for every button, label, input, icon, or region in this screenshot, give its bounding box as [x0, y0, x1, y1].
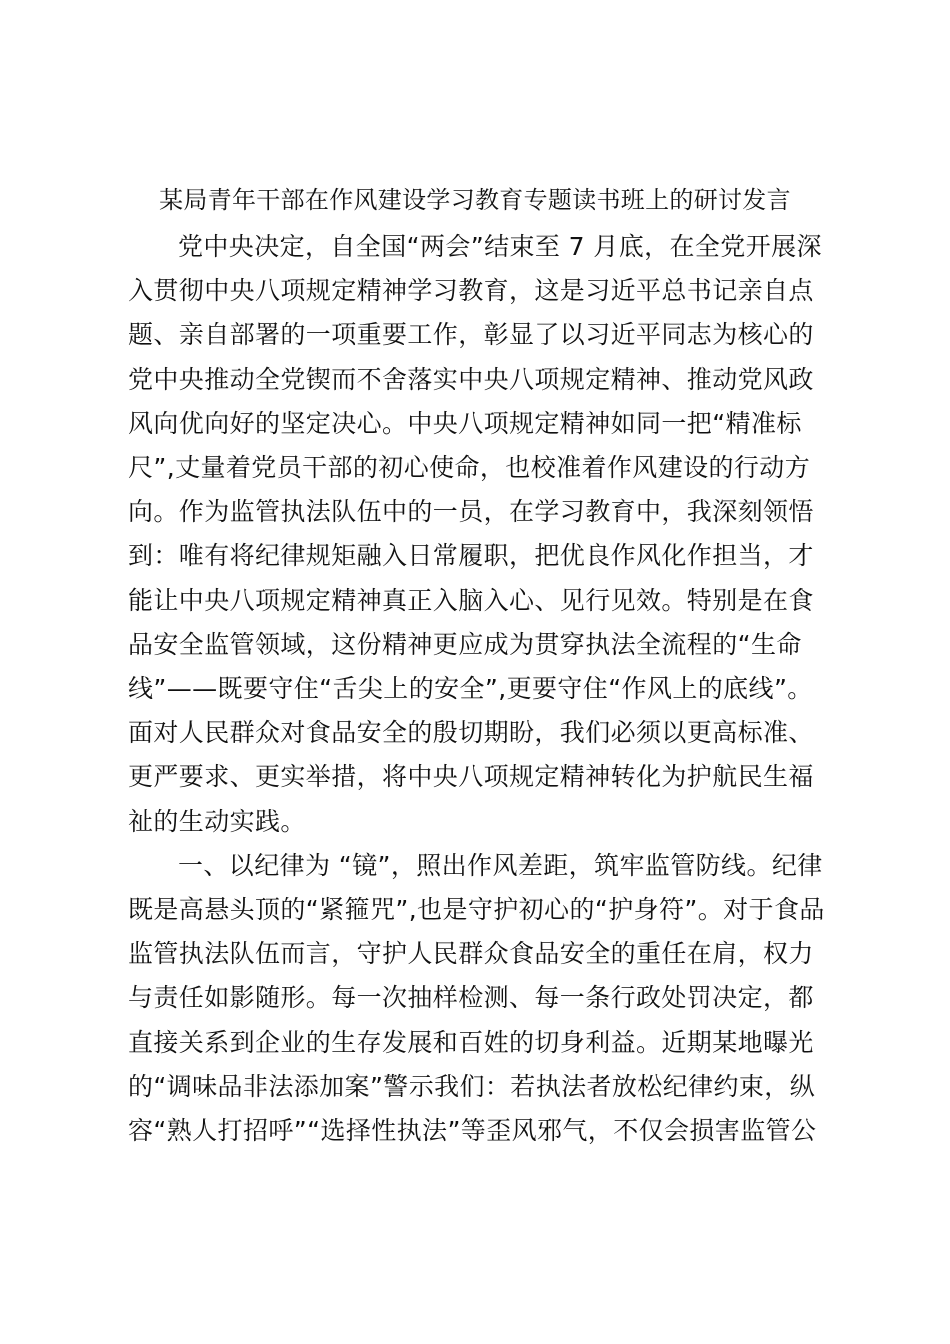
document-body: [128, 225, 828, 1153]
paragraph-line: 祉的生动实践。: [128, 806, 306, 836]
paragraph-line: 品安全监管领域，这份精神更应成为贯穿执法全流程的“生命: [128, 629, 802, 659]
paragraph-line: 党中央推动全党锲而不舍落实中央八项规定精神、推动党风政: [128, 364, 814, 394]
paragraph-line: 党中央决定，自全国“两会”结束至 7 月底，在全党开展深: [178, 232, 822, 261]
paragraph-line: 的“调味品非法添加案”警示我们：若执法者放松纪律约束，纵: [128, 1071, 816, 1101]
paragraph-line: 尺”,丈量着党员干部的初心使命，也校准着作风建设的行动方: [128, 453, 811, 483]
paragraph-line: 直接关系到企业的生存发展和百姓的切身利益。近期某地曝光: [128, 1027, 814, 1057]
paragraph-section-one: [128, 844, 828, 1153]
paragraph-line: 面对人民群众对食品安全的殷切期盼，我们必须以更高标准、: [128, 718, 814, 748]
paragraph-line: 入贯彻中央八项规定精神学习教育，这是习近平总书记亲自点: [128, 276, 814, 306]
paragraph-line: 向。作为监管执法队伍中的一员，在学习教育中，我深刻领悟: [128, 497, 814, 527]
paragraph-line: 与责任如影随形。每一次抽样检测、每一条行政处罚决定，都: [128, 983, 814, 1013]
document-title: 某局青年干部在作风建设学习教育专题读书班上的研讨发言: [159, 186, 791, 214]
paragraph-line: 监管执法队伍而言，守护人民群众食品安全的重任在肩，权力: [128, 939, 814, 969]
paragraph-line: 线”——既要守住“舌尖上的安全”,更要守住“作风上的底线”。: [128, 674, 813, 704]
paragraph-line: 风向优向好的坚定决心。中央八项规定精神如同一把“精准标: [128, 408, 802, 438]
paragraph-line: 题、亲自部署的一项重要工作，彰显了以习近平同志为核心的: [128, 320, 814, 350]
paragraph-line: 既是高悬头顶的“紧箍咒”,也是守护初心的“护身符”。对于食品: [128, 895, 825, 925]
paragraph-intro: [128, 225, 828, 844]
paragraph-line: 能让中央八项规定精神真正入脑入心、见行见效。特别是在食: [128, 585, 814, 615]
paragraph-line: 更严要求、更实举措，将中央八项规定精神转化为护航民生福: [128, 762, 814, 792]
paragraph-line: 容“熟人打招呼”“选择性执法”等歪风邪气，不仅会损害监管公: [128, 1116, 817, 1146]
paragraph-line: 到：唯有将纪律规矩融入日常履职，把优良作风化作担当，才: [128, 541, 814, 571]
paragraph-line: 一、以纪律为 “镜”，照出作风差距，筑牢监管防线。纪律: [178, 850, 823, 880]
